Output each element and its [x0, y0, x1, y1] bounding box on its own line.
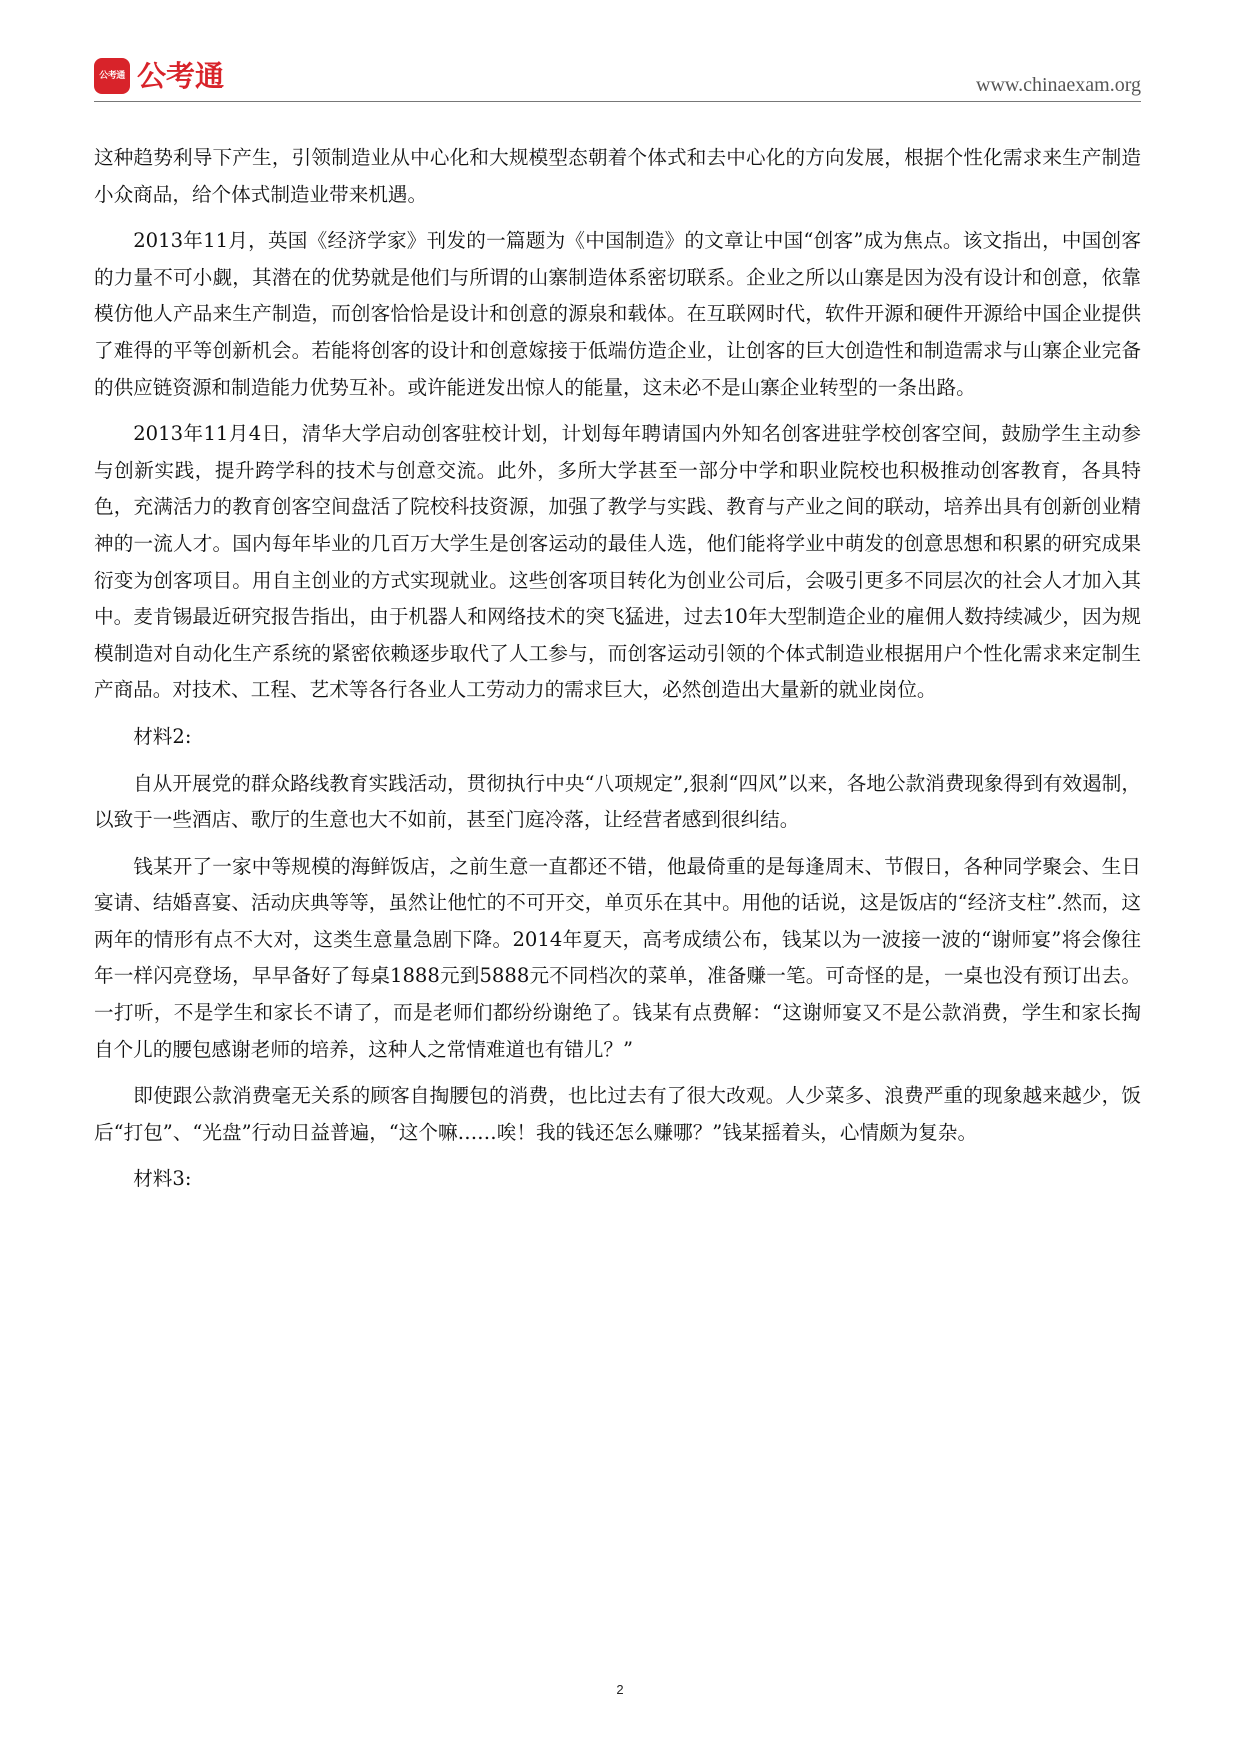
paragraph: 钱某开了一家中等规模的海鲜饭店，之前生意一直都还不错，他最倚重的是每逢周末、节假日，各种同学聚会、生日宴请、结婚喜宴、活动庆典等等，虽然让他忙的不可开交，单页乐在其中。用他的话说，这是饭店的“经济支柱”.然而，这两年的情形有点不大对，这类生意量急剧下降。2014年夏天，高考成绩公布，钱某以为一波接一波的“谢师宴”将会像往年一样闪亮登场，早早备好了每桌1888元到5888元不同档次的菜单，准备赚一笔。可奇怪的是，一桌也没有预订出去。一打听，不是学生和家长不请了，而是老师们都纷纷谢绝了。钱某有点费解：“这谢师宴又不是公款消费，学生和家长掏自个儿的腰包感谢老师的培养，这种人之常情难道也有错儿？”: [94, 854, 1141, 1061]
material-heading: 材料2:: [133, 724, 192, 748]
paragraph-continuation: 这种趋势利导下产生，引领制造业从中心化和大规模型态朝着个体式和去中心化的方向发展，根据个性化需求来生产制造小众商品，给个体式制造业带来机遇。: [94, 146, 1141, 206]
logo-icon: 公考通: [94, 58, 130, 94]
paragraph: 即使跟公款消费毫无关系的顾客自掏腰包的消费，也比过去有了很大改观。人少菜多、浪费严重的现象越来越少，饭后“打包”、“光盘”行动日益普遍，“这个嘛……唉！我的钱还怎么赚哪？”钱某摇着头，心情颇为复杂。: [94, 1084, 1141, 1144]
document-body: [94, 140, 1141, 1198]
header-divider: [94, 101, 1141, 102]
site-url: www.chinaexam.org: [976, 74, 1141, 96]
paragraph: 2013年11月，英国《经济学家》刊发的一篇题为《中国制造》的文章让中国“创客”成为焦点。该文指出，中国创客的力量不可小觑，其潜在的优势就是他们与所谓的山寨制造体系密切联系。企业之所以山寨是因为没有设计和创意，依靠模仿他人产品来生产制造，而创客恰恰是设计和创意的源泉和载体。在互联网时代，软件开源和硬件开源给中国企业提供了难得的平等创新机会。若能将创客的设计和创意嫁接于低端仿造企业，让创客的巨大创造性和制造需求与山寨企业完备的供应链资源和制造能力优势互补。或许能迸发出惊人的能量，这未必不是山寨企业转型的一条出路。: [94, 229, 1141, 399]
page-header: [94, 56, 1141, 102]
paragraph: 2013年11月4日，清华大学启动创客驻校计划，计划每年聘请国内外知名创客进驻学校创客空间，鼓励学生主动参与创新实践，提升跨学科的技术与创意交流。此外，多所大学甚至一部分中学和职业院校也积极推动创客教育，各具特色，充满活力的教育创客空间盘活了院校科技资源，加强了教学与实践、教育与产业之间的联动，培养出具有创新创业精神的一流人才。国内每年毕业的几百万大学生是创客运动的最佳人选，他们能将学业中萌发的创意思想和积累的研究成果衍变为创客项目。用自主创业的方式实现就业。这些创客项目转化为创业公司后，会吸引更多不同层次的社会人才加入其中。麦肯锡最近研究报告指出，由于机器人和网络技术的突飞猛进，过去10年大型制造企业的雇佣人数持续减少，因为规模制造对自动化生产系统的紧密依赖逐步取代了人工参与，而创客运动引领的个体式制造业根据用户个性化需求来定制生产商品。对技术、工程、艺术等各行各业人工劳动力的需求巨大，必然创造出大量新的就业岗位。: [94, 422, 1141, 702]
paragraph: 自从开展党的群众路线教育实践活动，贯彻执行中央“八项规定”,狠刹“四风”以来，各地公款消费现象得到有效遏制，以致于一些酒店、歌厅的生意也大不如前，甚至门庭冷落，让经营者感到很纠结。: [94, 771, 1141, 832]
page-number: 2: [616, 1682, 624, 1697]
material-heading: 材料3:: [133, 1167, 192, 1191]
logo-text: 公考通: [137, 59, 225, 93]
